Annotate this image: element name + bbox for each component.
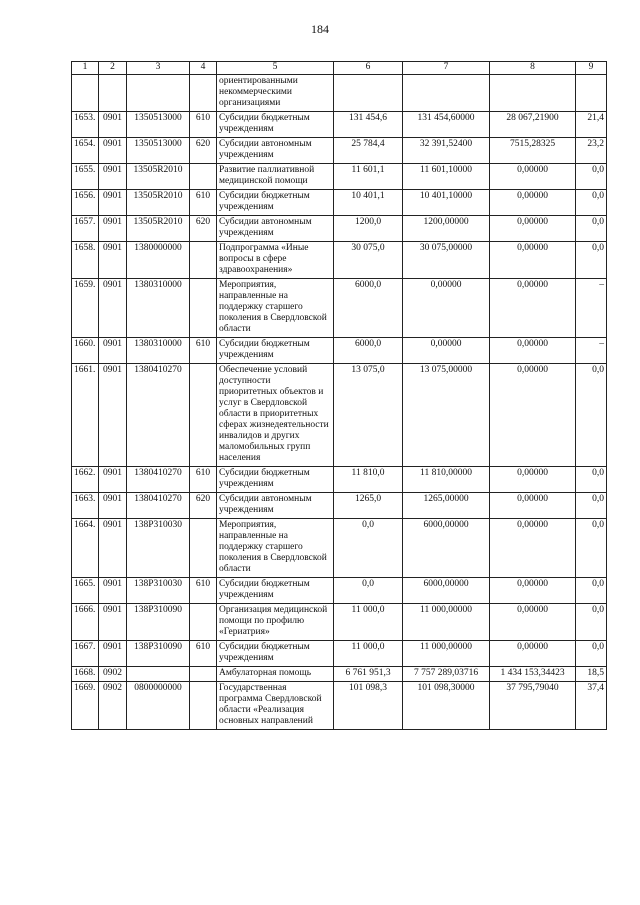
refined-amount: 1265,00000 <box>403 493 490 519</box>
table-row <box>72 641 607 667</box>
expense-type-code: 620 <box>190 216 217 242</box>
refined-amount: 11 000,00000 <box>403 604 490 641</box>
header-row <box>72 62 607 75</box>
execution-percent: 21,4 <box>576 112 607 138</box>
refined-amount: 6000,00000 <box>403 519 490 578</box>
row-number: 1665. <box>72 578 99 604</box>
table-row <box>72 519 607 578</box>
row-number: 1655. <box>72 164 99 190</box>
item-name: Субсидии бюджетным учреждениям <box>217 338 334 364</box>
row-number: 1656. <box>72 190 99 216</box>
target-article-code: 1380410270 <box>127 467 190 493</box>
executed-amount: 1 434 153,34423 <box>490 667 576 682</box>
item-name: Субсидии автономным учреждениям <box>217 138 334 164</box>
execution-percent: 0,0 <box>576 164 607 190</box>
target-article-code: 1350513000 <box>127 138 190 164</box>
target-article-code: 1350513000 <box>127 112 190 138</box>
execution-percent: 37,4 <box>576 682 607 730</box>
executed-amount: 0,00000 <box>490 578 576 604</box>
refined-amount: 6000,00000 <box>403 578 490 604</box>
target-article-code: 13505R2010 <box>127 164 190 190</box>
expense-type-code: 610 <box>190 467 217 493</box>
section-code: 0901 <box>99 338 127 364</box>
table-row <box>72 578 607 604</box>
section-code: 0902 <box>99 682 127 730</box>
refined-amount <box>403 75 490 112</box>
row-number: 1654. <box>72 138 99 164</box>
execution-percent: 0,0 <box>576 578 607 604</box>
expense-type-code <box>190 604 217 641</box>
target-article-code: 1380310000 <box>127 279 190 338</box>
item-name: Субсидии автономным учреждениям <box>217 493 334 519</box>
item-name: ориентированными некоммерческими организациями <box>217 75 334 112</box>
executed-amount: 0,00000 <box>490 279 576 338</box>
target-article-code <box>127 667 190 682</box>
budget-table <box>71 61 607 730</box>
section-code: 0901 <box>99 641 127 667</box>
planned-amount: 1200,0 <box>334 216 403 242</box>
item-name: Субсидии бюджетным учреждениям <box>217 190 334 216</box>
executed-amount: 0,00000 <box>490 242 576 279</box>
section-code: 0901 <box>99 138 127 164</box>
refined-amount: 0,00000 <box>403 279 490 338</box>
expense-type-code <box>190 519 217 578</box>
column-header: 4 <box>190 62 217 75</box>
section-code: 0901 <box>99 467 127 493</box>
refined-amount: 11 601,10000 <box>403 164 490 190</box>
table-row <box>72 604 607 641</box>
expense-type-code <box>190 682 217 730</box>
section-code: 0901 <box>99 164 127 190</box>
target-article-code: 1380310000 <box>127 338 190 364</box>
executed-amount: 0,00000 <box>490 164 576 190</box>
row-number: 1662. <box>72 467 99 493</box>
item-name: Субсидии бюджетным учреждениям <box>217 578 334 604</box>
item-name: Субсидии бюджетным учреждениям <box>217 112 334 138</box>
column-header: 9 <box>576 62 607 75</box>
table-row <box>72 467 607 493</box>
column-header: 1 <box>72 62 99 75</box>
planned-amount: 101 098,3 <box>334 682 403 730</box>
planned-amount: 30 075,0 <box>334 242 403 279</box>
execution-percent: 0,0 <box>576 467 607 493</box>
column-header: 5 <box>217 62 334 75</box>
expense-type-code: 610 <box>190 190 217 216</box>
target-article-code: 138P310090 <box>127 641 190 667</box>
column-header: 8 <box>490 62 576 75</box>
table-body <box>72 75 607 730</box>
column-header: 3 <box>127 62 190 75</box>
refined-amount: 131 454,60000 <box>403 112 490 138</box>
refined-amount: 11 810,00000 <box>403 467 490 493</box>
target-article-code <box>127 75 190 112</box>
target-article-code: 1380410270 <box>127 364 190 467</box>
planned-amount: 0,0 <box>334 519 403 578</box>
planned-amount: 6000,0 <box>334 279 403 338</box>
row-number: 1657. <box>72 216 99 242</box>
table-row <box>72 493 607 519</box>
section-code: 0901 <box>99 519 127 578</box>
item-name: Государственная программа Свердловской области «Реализация основных направлений <box>217 682 334 730</box>
expense-type-code: 620 <box>190 493 217 519</box>
expense-type-code <box>190 364 217 467</box>
executed-amount: 0,00000 <box>490 338 576 364</box>
table-row <box>72 682 607 730</box>
expense-type-code <box>190 242 217 279</box>
planned-amount <box>334 75 403 112</box>
expense-type-code <box>190 75 217 112</box>
item-name: Развитие паллиативной медицинской помощи <box>217 164 334 190</box>
expense-type-code: 610 <box>190 641 217 667</box>
execution-percent: 23,2 <box>576 138 607 164</box>
item-name: Субсидии бюджетным учреждениям <box>217 467 334 493</box>
executed-amount: 0,00000 <box>490 216 576 242</box>
section-code: 0901 <box>99 364 127 467</box>
planned-amount: 25 784,4 <box>334 138 403 164</box>
target-article-code: 13505R2010 <box>127 216 190 242</box>
table-row <box>72 112 607 138</box>
execution-percent: – <box>576 279 607 338</box>
planned-amount: 131 454,6 <box>334 112 403 138</box>
row-number: 1659. <box>72 279 99 338</box>
item-name: Мероприятия, направленные на поддержку старшего поколения в Свердловской области <box>217 519 334 578</box>
execution-percent: – <box>576 338 607 364</box>
row-number: 1661. <box>72 364 99 467</box>
planned-amount: 0,0 <box>334 578 403 604</box>
executed-amount: 0,00000 <box>490 364 576 467</box>
planned-amount: 6000,0 <box>334 338 403 364</box>
refined-amount: 13 075,00000 <box>403 364 490 467</box>
section-code <box>99 75 127 112</box>
item-name: Мероприятия, направленные на поддержку старшего поколения в Свердловской области <box>217 279 334 338</box>
item-name: Амбулаторная помощь <box>217 667 334 682</box>
expense-type-code: 620 <box>190 138 217 164</box>
executed-amount: 28 067,21900 <box>490 112 576 138</box>
item-name: Субсидии автономным учреждениям <box>217 216 334 242</box>
refined-amount: 10 401,10000 <box>403 190 490 216</box>
item-name: Обеспечение условий доступности приоритетных объектов и услуг в Свердловской области в приоритетных сферах жизнедеятельности инвалидов и других маломобильных групп населения <box>217 364 334 467</box>
section-code: 0901 <box>99 604 127 641</box>
refined-amount: 101 098,30000 <box>403 682 490 730</box>
executed-amount: 0,00000 <box>490 519 576 578</box>
column-header: 6 <box>334 62 403 75</box>
execution-percent: 0,0 <box>576 190 607 216</box>
executed-amount: 7515,28325 <box>490 138 576 164</box>
section-code: 0901 <box>99 578 127 604</box>
refined-amount: 7 757 289,03716 <box>403 667 490 682</box>
refined-amount: 11 000,00000 <box>403 641 490 667</box>
section-code: 0901 <box>99 216 127 242</box>
execution-percent: 0,0 <box>576 519 607 578</box>
row-number <box>72 75 99 112</box>
planned-amount: 11 601,1 <box>334 164 403 190</box>
execution-percent: 0,0 <box>576 641 607 667</box>
execution-percent <box>576 75 607 112</box>
expense-type-code: 610 <box>190 578 217 604</box>
executed-amount: 37 795,79040 <box>490 682 576 730</box>
target-article-code: 138P310030 <box>127 519 190 578</box>
row-number: 1669. <box>72 682 99 730</box>
execution-percent: 0,0 <box>576 493 607 519</box>
table-row <box>72 216 607 242</box>
section-code: 0901 <box>99 493 127 519</box>
target-article-code: 1380000000 <box>127 242 190 279</box>
section-code: 0901 <box>99 112 127 138</box>
table-row <box>72 138 607 164</box>
page-number: 184 <box>311 22 329 36</box>
executed-amount: 0,00000 <box>490 641 576 667</box>
section-code: 0901 <box>99 190 127 216</box>
expense-type-code: 610 <box>190 338 217 364</box>
row-number: 1663. <box>72 493 99 519</box>
item-name: Организация медицинской помощи по профилю «Гериатрия» <box>217 604 334 641</box>
table-row <box>72 279 607 338</box>
executed-amount: 0,00000 <box>490 604 576 641</box>
section-code: 0901 <box>99 242 127 279</box>
table-row <box>72 667 607 682</box>
executed-amount: 0,00000 <box>490 493 576 519</box>
expense-type-code <box>190 164 217 190</box>
target-article-code: 138P310090 <box>127 604 190 641</box>
executed-amount: 0,00000 <box>490 190 576 216</box>
execution-percent: 18,5 <box>576 667 607 682</box>
table-row <box>72 190 607 216</box>
planned-amount: 10 401,1 <box>334 190 403 216</box>
column-header: 2 <box>99 62 127 75</box>
row-number: 1668. <box>72 667 99 682</box>
section-code: 0902 <box>99 667 127 682</box>
table-row <box>72 338 607 364</box>
target-article-code: 0800000000 <box>127 682 190 730</box>
item-name: Субсидии бюджетным учреждениям <box>217 641 334 667</box>
execution-percent: 0,0 <box>576 242 607 279</box>
refined-amount: 1200,00000 <box>403 216 490 242</box>
expense-type-code <box>190 279 217 338</box>
table-row <box>72 242 607 279</box>
table-row <box>72 75 607 112</box>
row-number: 1658. <box>72 242 99 279</box>
expense-type-code <box>190 667 217 682</box>
target-article-code: 13505R2010 <box>127 190 190 216</box>
planned-amount: 11 000,0 <box>334 641 403 667</box>
table-row <box>72 164 607 190</box>
expense-type-code: 610 <box>190 112 217 138</box>
execution-percent: 0,0 <box>576 216 607 242</box>
execution-percent: 0,0 <box>576 604 607 641</box>
row-number: 1667. <box>72 641 99 667</box>
column-header: 7 <box>403 62 490 75</box>
planned-amount: 1265,0 <box>334 493 403 519</box>
planned-amount: 6 761 951,3 <box>334 667 403 682</box>
table-row <box>72 364 607 467</box>
target-article-code: 1380410270 <box>127 493 190 519</box>
target-article-code: 138P310030 <box>127 578 190 604</box>
row-number: 1653. <box>72 112 99 138</box>
row-number: 1664. <box>72 519 99 578</box>
item-name: Подпрограмма «Иные вопросы в сфере здравоохранения» <box>217 242 334 279</box>
executed-amount: 0,00000 <box>490 467 576 493</box>
planned-amount: 11 000,0 <box>334 604 403 641</box>
row-number: 1660. <box>72 338 99 364</box>
execution-percent: 0,0 <box>576 364 607 467</box>
refined-amount: 32 391,52400 <box>403 138 490 164</box>
executed-amount <box>490 75 576 112</box>
refined-amount: 0,00000 <box>403 338 490 364</box>
row-number: 1666. <box>72 604 99 641</box>
section-code: 0901 <box>99 279 127 338</box>
planned-amount: 13 075,0 <box>334 364 403 467</box>
refined-amount: 30 075,00000 <box>403 242 490 279</box>
planned-amount: 11 810,0 <box>334 467 403 493</box>
